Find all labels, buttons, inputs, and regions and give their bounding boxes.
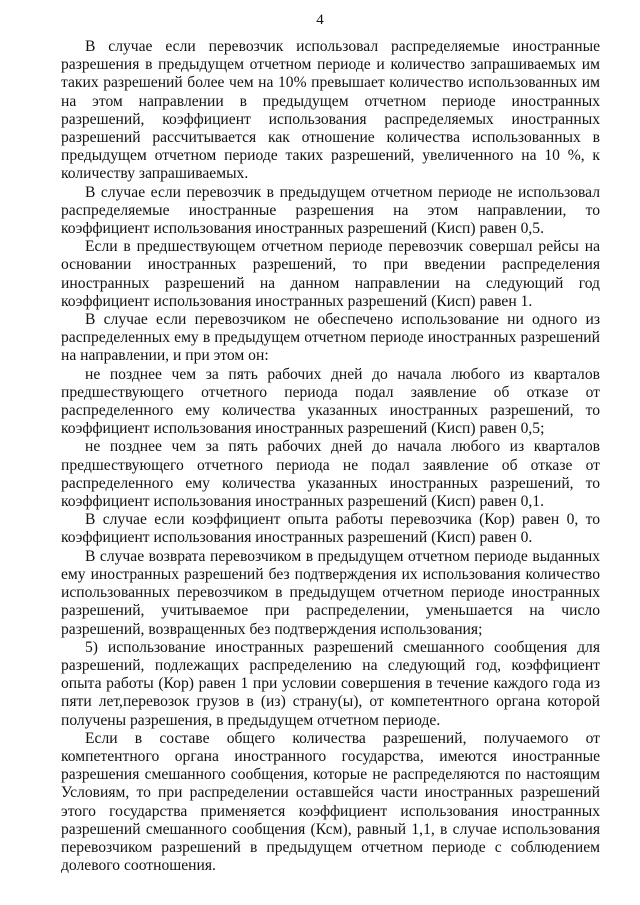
page-number: 4 xyxy=(316,12,324,28)
paragraph: не позднее чем за пять рабочих дней до начала любого из кварталов предшествующего отчетного периода подал заявление об отказе от распределенного ему количества указанных иностранных разрешений, то коэффициент использования иностранных разрешений (Кисп) равен 0,5; xyxy=(61,365,600,438)
paragraph: В случае возврата перевозчиком в предыдущем отчетном периоде выданных ему иностранных разрешений без подтверждения их использования количество использованных перевозчиком в предыдущем отчетном периоде иностранных разрешений, учитываемое при распределении, уменьшается на число разрешений, возвращенных без подтверждения использования; xyxy=(61,547,600,638)
paragraph: Если в предшествующем отчетном периоде перевозчик совершал рейсы на основании иностранных разрешений, то при введении распределения иностранных разрешений на данном направлении на следующий год коэффициент использования иностранных разрешений (Кисп) равен 1. xyxy=(61,238,600,310)
paragraph: 5) использование иностранных разрешений смешанного сообщения для разрешений, подлежащих распределению на следующий год, коэффициент опыта работы (Кор) равен 1 при условии совершения в течение каждого года из пяти лет,перевозок грузов в (из) страну(ы), от компетентного органа которой получены разрешения, в предыдущем отчетном периоде. xyxy=(61,638,600,729)
paragraph: В случае если перевозчик использовал распределяемые иностранные разрешения в предыдущем отчетном периоде и количество запрашиваемых им таких разрешений более чем на 10% превышает количество использованных им на этом направлении в предыдущем отчетном периоде иностранных разрешений, коэффициент использования распределяемых иностранных разрешений рассчитывается как отношение количества использованных в предыдущем отчетном периоде таких разрешений, увеличенного на 10 %, к количеству запрашиваемых. xyxy=(61,38,600,183)
paragraph: Если в составе общего количества разрешений, получаемого от компетентного органа иностранного государства, имеются иностранные разрешения смешанного сообщения, которые не распределяются по настоящим Условиям, то при распределении оставшейся части иностранных разрешений этого государства применяется коэффициент использования иностранных разрешений смешанного сообщения (Ксм), равный 1,1, в случае использования перевозчиком разрешений в предыдущем отчетном периоде с соблюдением долевого соотношения. xyxy=(61,729,600,875)
paragraph: не позднее чем за пять рабочих дней до начала любого из кварталов предшествующего отчетного периода не подал заявление об отказе от распределенного ему количества указанных иностранных разрешений, то коэффициент использования иностранных разрешений (Кисп) равен 0,1. xyxy=(61,438,600,511)
paragraph: В случае если перевозчик в предыдущем отчетном периоде не использовал распределяемые иностранные разрешения на этом направлении, то коэффициент использования иностранных разрешений (Кисп) равен 0,5. xyxy=(61,183,600,238)
paragraph: В случае если перевозчиком не обеспечено использование ни одного из распределенных ему в предыдущем отчетном периоде иностранных разрешений на направлении, и при этом он: xyxy=(61,311,600,365)
paragraph: В случае если коэффициент опыта работы перевозчика (Кор) равен 0, то коэффициент использования иностранных разрешений (Кисп) равен 0. xyxy=(61,511,600,547)
document-body xyxy=(61,38,600,875)
